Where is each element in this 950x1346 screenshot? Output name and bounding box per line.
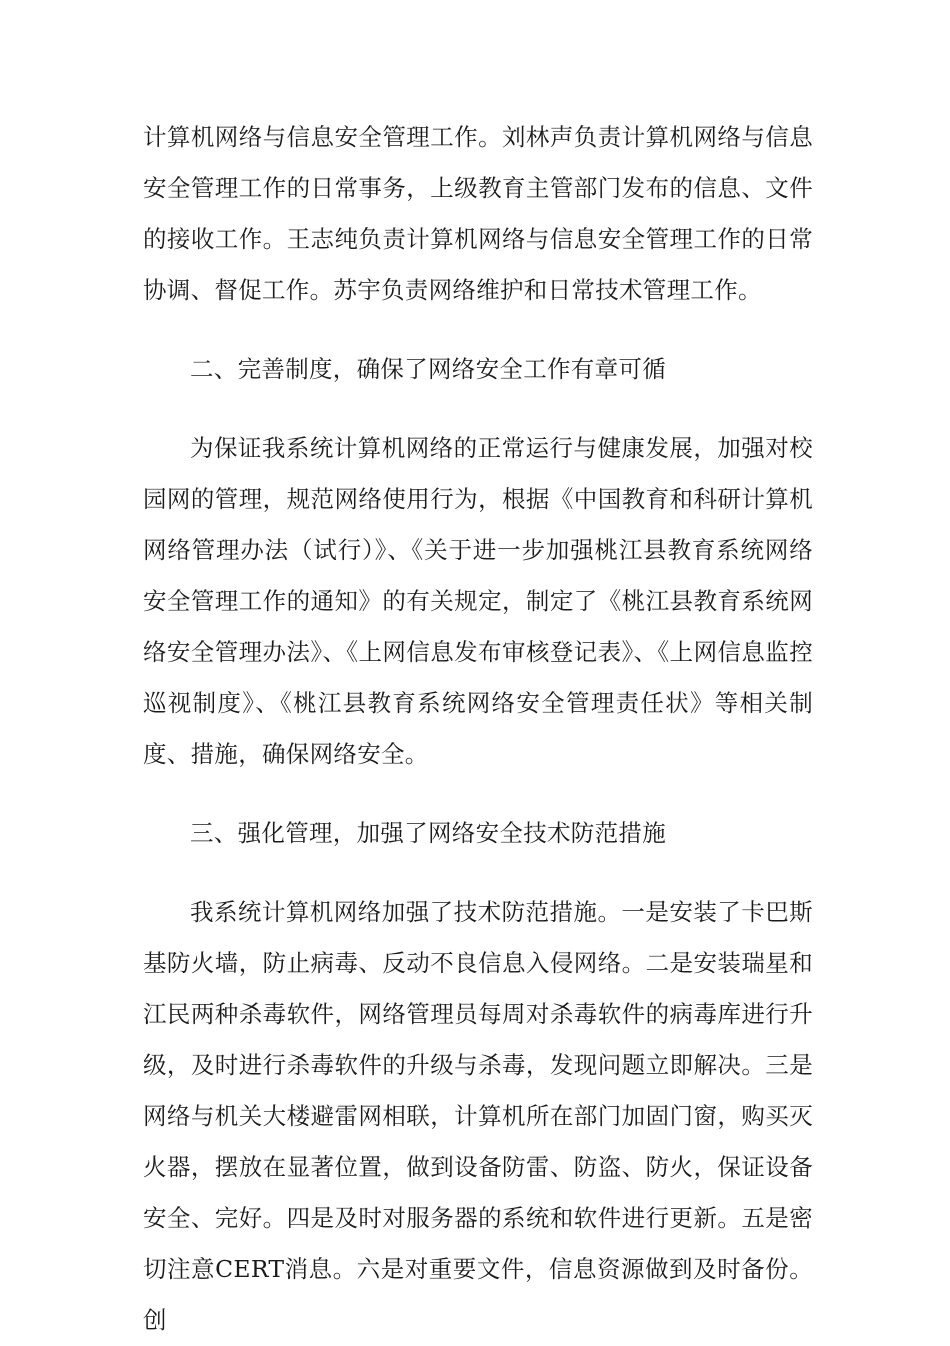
paragraph-regulations: 为保证我系统计算机网络的正常运行与健康发展，加强对校园网的管理，规范网络使用行为，根据《中国教育和科研计算机网络管理办法（试行）》、《关于进一步加强桃江县教育系统网络安全管理工作的通知》的有关规定，制定了《桃江县教育系统网络安全管理办法》、《上网信息发布审核登记表》、《上网信息监控巡视制度》、《桃江县教育系统网络安全管理责任状》等相关制度、措施，确保网络安全。: [143, 434, 813, 768]
paragraph-gap: [143, 395, 813, 423]
paragraph-responsibilities: 计算机网络与信息安全管理工作。刘林声负责计算机网络与信息安全管理工作的日常事务，上级教育主管部门发布的信息、文件的接收工作。王志纯负责计算机网络与信息安全管理工作的日常协调、督促工作。苏宇负责网络维护和日常技术管理工作。: [143, 123, 813, 304]
section-heading-3: 三、强化管理，加强了网络安全技术防范措施: [190, 819, 666, 847]
paragraph-technical-measures: 我系统计算机网络加强了技术防范措施。一是安装了卡巴斯基防火墙，防止病毒、反动不良信息入侵网络。二是安装瑞星和江民两种杀毒软件，网络管理员每周对杀毒软件的病毒库进行升级，及时进行杀毒软件的升级与杀毒，发现问题立即解决。三是网络与机关大楼避雷网相联，计算机所在部门加固门窗，购买灭火器，摆放在显著位置，做到设备防雷、防盗、防火，保证设备安全、完好。四是及时对服务器的系统和软件进行更新。五是密切注意CERT消息。六是对重要文件，信息资源做到及时备份。创: [143, 898, 813, 1334]
paragraph-gap: [143, 859, 813, 887]
paragraph-gap: [143, 316, 813, 344]
paragraph-gap: [143, 780, 813, 808]
section-heading-2: 二、完善制度，确保了网络安全工作有章可循: [190, 355, 666, 383]
document-body: [143, 112, 813, 1346]
